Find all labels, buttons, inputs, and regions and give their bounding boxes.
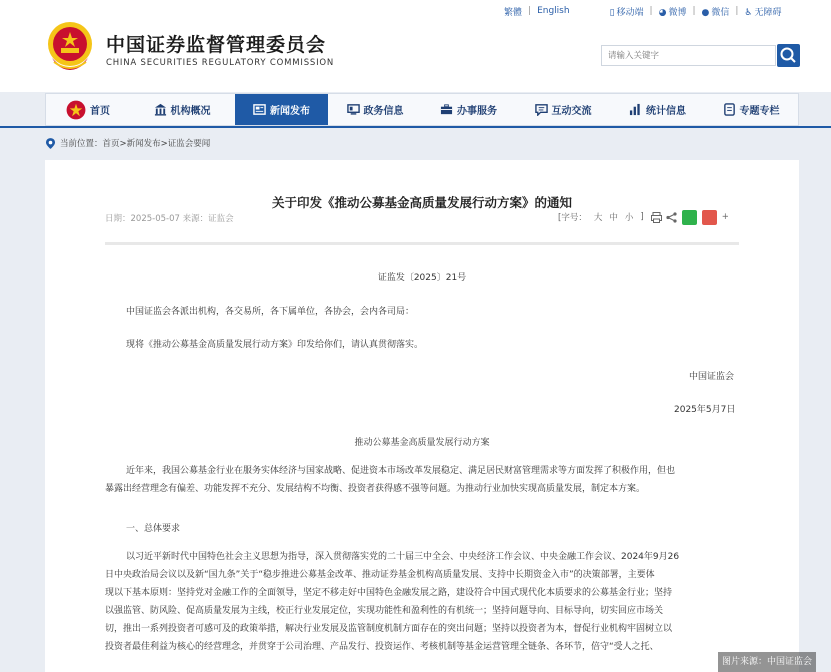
font-size-close: ] [640, 212, 644, 222]
nav-label: 政务信息 [363, 106, 404, 117]
location-pin-icon [46, 138, 55, 149]
nav-item-home[interactable] [46, 94, 129, 125]
weibo-share-icon[interactable] [702, 210, 717, 225]
font-small-button[interactable]: 小 [624, 213, 634, 223]
nav-item-news[interactable] [235, 94, 328, 125]
nav-item-services[interactable] [422, 94, 515, 125]
site-name-en: CHINA SECURITIES REGULATORY COMMISSION [106, 58, 335, 68]
emblem-icon [65, 99, 87, 121]
nav-item-about[interactable] [129, 94, 235, 125]
news-icon [253, 103, 266, 116]
phone-icon: ▯ [609, 7, 615, 18]
divider: | [528, 6, 532, 16]
text-line: 暴露出经营理念有偏差、功能发挥不充分、发展结构不均衡、投资者获得感不强等问题。为推动行业加快实现高质量发展，制定本方案。 [105, 484, 646, 494]
nav-underline [0, 126, 831, 128]
mobile-label: 移动端 [616, 7, 644, 18]
accessibility-link[interactable] [744, 5, 781, 18]
text-line: 切，推出一系列投资者可感可及的政策举措，解决行业发展及监管制度机制方面存在的突出问题；坚持以投资者为本，督促行业机构牢固树立以 [105, 624, 673, 634]
accessibility-icon: ♿ [744, 7, 753, 18]
divider: | [692, 6, 696, 16]
doc-number: 证监发〔2025〕21号 [377, 273, 467, 283]
share-icon[interactable] [666, 212, 677, 223]
intro-text: 现将《推动公募基金高质量发展行动方案》印发给你们，请认真贯彻落实。 [126, 340, 424, 350]
monitor-icon [347, 103, 360, 116]
nav-item-interaction[interactable] [515, 94, 611, 125]
building-icon [154, 103, 167, 116]
weibo-link[interactable] [659, 5, 687, 18]
section-heading: 一、总体要求 [126, 524, 181, 534]
divider: | [735, 6, 739, 16]
breadcrumb [46, 137, 210, 149]
breadcrumb-prefix: 当前位置： [60, 139, 103, 149]
wechat-icon: ● [701, 7, 710, 18]
recipients: 中国证监会各派出机构，各交易所，各下属单位，各协会，会内各司局： [126, 307, 415, 317]
top-links [504, 4, 782, 18]
title-divider [105, 242, 739, 245]
article-meta: 日期：2025-05-07 来源：证监会 [105, 214, 234, 224]
weibo-label: 微博 [668, 7, 687, 18]
nav-label: 机构概况 [170, 106, 211, 117]
nav-label: 首页 [90, 106, 110, 117]
image-source-watermark: 图片来源：中国证监会 [718, 652, 816, 672]
article-title: 关于印发《推动公募基金高质量发展行动方案》的通知 [271, 195, 572, 210]
article-panel [45, 160, 799, 672]
english-link[interactable]: English [537, 6, 570, 16]
plan-title: 推动公募基金高质量发展行动方案 [354, 438, 490, 448]
main-nav [45, 93, 799, 126]
print-icon[interactable] [651, 212, 662, 223]
divider: | [649, 6, 653, 16]
text-line: 近年来，我国公募基金行业在服务实体经济与国家战略、促进资本市场改革发展稳定、满足居民财富管理需求等方面发挥了积极作用，但也 [126, 466, 676, 476]
more-share-icon[interactable]: + [721, 212, 729, 222]
nav-label: 新闻发布 [270, 106, 310, 117]
article-tools [558, 209, 736, 225]
nav-label: 专题专栏 [739, 106, 780, 117]
nav-item-special-topics[interactable] [704, 94, 798, 125]
text-line: 以强监管、防风险、促高质量发展为主线，校正行业发展定位，实现功能性和盈利性的有机统一；坚持问题导向、目标导向，切实回应市场关 [105, 606, 664, 616]
national-emblem-logo[interactable] [44, 18, 96, 76]
weibo-icon: ◕ [658, 7, 667, 18]
nav-item-statistics[interactable] [611, 94, 704, 125]
traditional-link[interactable]: 繁體 [504, 7, 523, 18]
issue-date: 2025年5月7日 [674, 405, 736, 415]
breadcrumb-path[interactable]: 首页>新闻发布>证监会要闻 [102, 139, 211, 149]
mobile-link[interactable] [610, 5, 644, 18]
site-name-cn: 中国证券监督管理委员会 [106, 34, 327, 56]
nav-item-government-info[interactable] [328, 94, 422, 125]
site-header [0, 0, 831, 92]
text-line: 以习近平新时代中国特色社会主义思想为指导，深入贯彻落实党的二十届三中全会、中央经济工作会议、中央金融工作会议、2024年9月26 [126, 552, 680, 562]
nav-label: 办事服务 [457, 106, 497, 117]
font-medium-button[interactable]: 中 [609, 213, 618, 223]
document-icon [723, 103, 736, 116]
briefcase-icon [440, 103, 453, 116]
wechat-label: 微信 [711, 7, 730, 18]
paragraph-1 [105, 462, 745, 498]
text-line: 现以下基本原则：坚持党对金融工作的全面领导，坚定不移走好中国特色金融发展之路，建设符合中国式现代化本质要求的公募基金行业；坚持 [105, 588, 673, 598]
search-input[interactable] [601, 45, 776, 66]
nav-label: 互动交流 [551, 106, 592, 117]
paragraph-2 [105, 548, 745, 656]
font-large-button[interactable]: 大 [593, 213, 603, 223]
nav-label: 统计信息 [646, 106, 686, 117]
font-size-label: [字号： [558, 213, 587, 223]
chat-icon [535, 103, 548, 116]
signature: 中国证监会 [689, 372, 735, 382]
bar-chart-icon [629, 103, 642, 116]
search-button[interactable] [777, 44, 800, 67]
text-line: 日中央政治局会议以及新“国九条”关于“稳步推进公募基金改革、推动证券基金机构高质量发展、支持中长期资金入市”的决策部署，主要体 [105, 570, 655, 580]
wechat-link[interactable] [702, 5, 730, 18]
accessibility-label: 无障碍 [754, 7, 782, 18]
wechat-share-icon[interactable] [682, 210, 697, 225]
text-line: 投资者最佳利益为核心的经营理念，并贯穿于公司治理、产品发行、投资运作、考核机制等基金运营管理全链条、各环节，倍守“受人之托、 [105, 642, 659, 652]
search-icon [777, 44, 800, 67]
